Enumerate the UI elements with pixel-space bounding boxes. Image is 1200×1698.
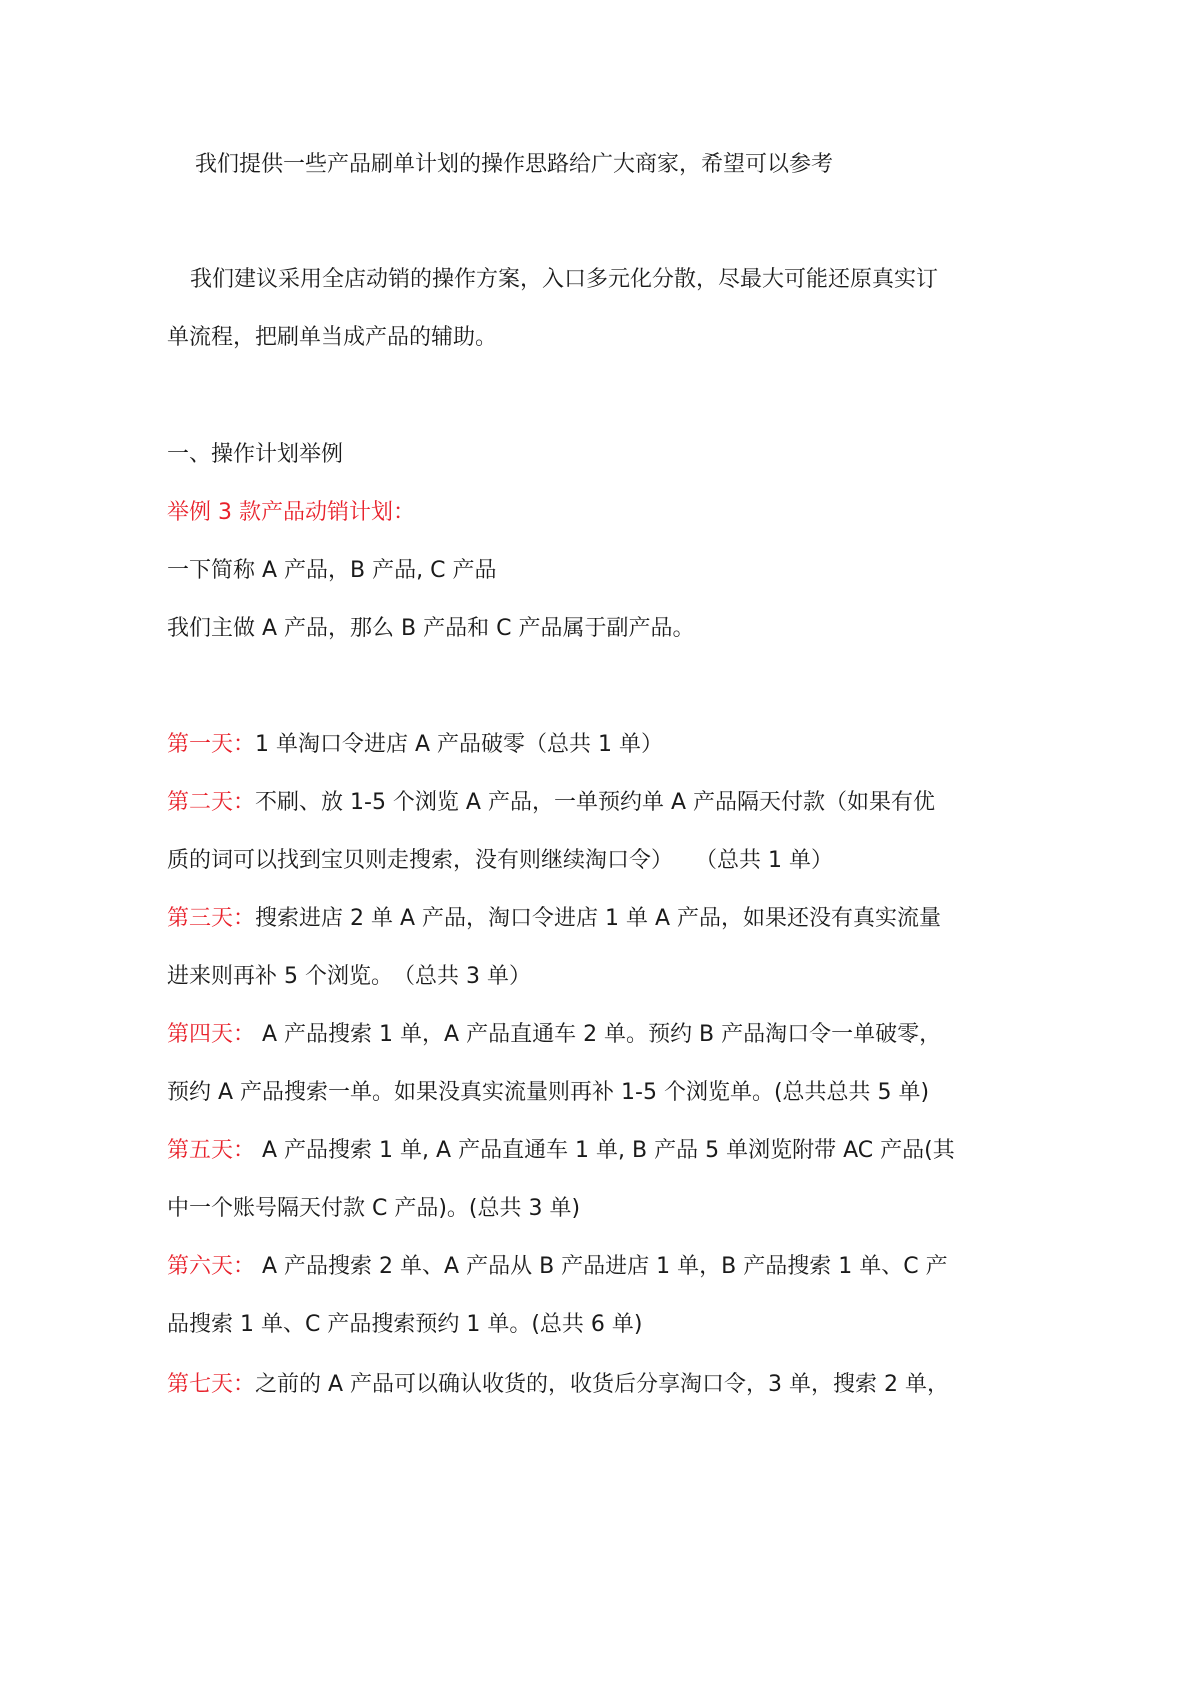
day-5-line-1 — [167, 1136, 955, 1166]
day-1-text: 1 单淘口令进店 A 产品破零（总共 1 单） — [255, 732, 664, 757]
day-2-line-2: 质的词可以找到宝贝则走搜索，没有则继续淘口令） （总共 1 单） — [167, 848, 833, 873]
day-2-line-1 — [167, 788, 935, 818]
day-3-line-1 — [167, 904, 941, 934]
day-6-label: 第六天： — [167, 1254, 256, 1279]
day-4-label: 第四天： — [167, 1022, 256, 1047]
example-heading: 举例 3 款产品动销计划： — [167, 500, 415, 525]
day-4-line-2: 预约 A 产品搜索一单。如果没真实流量则再补 1-5 个浏览单。(总共总共 5 单) — [167, 1080, 930, 1105]
day-7-text-1: 之前的 A 产品可以确认收货的，收货后分享淘口令，3 单，搜索 2 单， — [255, 1372, 950, 1397]
day-7-line-1 — [167, 1370, 949, 1400]
day-4-text-1: A 产品搜索 1 单，A 产品直通车 2 单。预约 B 产品淘口令一单破零， — [255, 1022, 942, 1047]
abbreviation-note: 一下简称 A 产品，B 产品, C 产品 — [167, 558, 497, 583]
section-heading: 一、操作计划举例 — [167, 442, 344, 467]
day-4-line-1 — [167, 1020, 941, 1050]
day-6-text-1: A 产品搜索 2 单、A 产品从 B 产品进店 1 单，B 产品搜索 1 单、C 产 — [255, 1254, 948, 1279]
day-5-text-1: A 产品搜索 1 单, A 产品直通车 1 单, B 产品 5 单浏览附带 AC 产品(其 — [255, 1138, 955, 1163]
day-2-label: 第二天： — [167, 790, 256, 815]
day-7-label: 第七天： — [167, 1372, 256, 1397]
paragraph-1-line-2: 单流程，把刷单当成产品的辅助。 — [167, 325, 498, 350]
day-3-label: 第三天： — [167, 906, 256, 931]
day-2-text-1: 不刷、放 1-5 个浏览 A 产品，一单预约单 A 产品隔天付款（如果有优 — [255, 790, 936, 815]
paragraph-1-line-1: 我们建议采用全店动销的操作方案，入口多元化分散，尽最大可能还原真实订 — [190, 267, 939, 292]
day-1-line-1 — [167, 730, 663, 760]
day-5-line-2: 中一个账号隔天付款 C 产品)。(总共 3 单) — [167, 1196, 581, 1221]
day-1-label: 第一天： — [167, 732, 256, 757]
intro-text: 我们提供一些产品刷单计划的操作思路给广大商家，希望可以参考 — [195, 152, 834, 177]
day-3-text-1: 搜索进店 2 单 A 产品，淘口令进店 1 单 A 产品，如果还没有真实流量 — [255, 906, 942, 931]
day-5-label: 第五天： — [167, 1138, 256, 1163]
main-product-note: 我们主做 A 产品，那么 B 产品和 C 产品属于副产品。 — [167, 616, 695, 641]
day-6-line-2: 品搜索 1 单、C 产品搜索预约 1 单。(总共 6 单) — [167, 1312, 643, 1337]
day-6-line-1 — [167, 1252, 948, 1282]
day-3-line-2: 进来则再补 5 个浏览。 （总共 3 单） — [167, 964, 531, 989]
